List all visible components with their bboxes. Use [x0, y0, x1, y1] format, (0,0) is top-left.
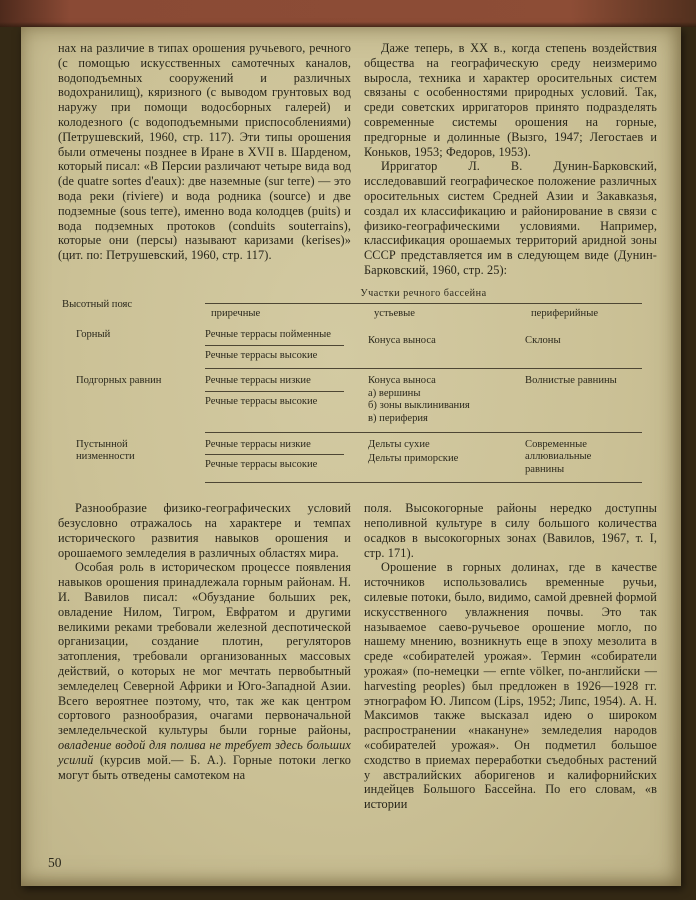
table-cell-entry: Речные террасы высокие — [205, 395, 318, 407]
table-cell-entry: в) периферия — [368, 412, 428, 424]
table-cell-entry: Конуса выноса — [368, 375, 436, 387]
table-row-label: Подгорных равнин — [76, 375, 162, 387]
table-cell-entry: Дельты сухие — [368, 438, 430, 450]
table-cell-peripheral: Склоны — [525, 334, 561, 346]
table-row-divider — [205, 368, 642, 369]
table-cell-entry: Речные террасы высокие — [205, 349, 318, 361]
table-cell-estuary: Конуса выноса — [368, 334, 436, 346]
table-row-label: Горный — [76, 328, 111, 340]
table-row-label: Пустынной низменности — [76, 438, 135, 463]
paragraph: нах на различие в типах орошения ручьевого, речного (с помощью искусственных самотечных каналов, водоподъемных сооружений и различных водохранилищ), кяризного (с выводом грунтовых вод наружу при помощи водосборных галерей) и колодезного (с водоподъемными приспособлениями) (Петрушевский, 1960, стр. 117). Эти типы орошения были отмечены позднее в Иране в XVII в. Шарденом, который писал: «В Персии различают четыре вида вод (de quatre sortes d'eaux): две наземные (sur terre) — это вода реки (riviere) и вода родника (source) и две подземные (sous terre), именно вода колодцев (puits) и вода подземных протоков (conduits souterrains), которые они (персы) называют каризами (kerises)» (цит. по: Петрушевский, 1960, стр. 117). — [58, 41, 351, 263]
table-cell-peripheral: Волнистые равнины — [525, 375, 617, 387]
cell-divider — [205, 391, 344, 392]
table-row-header: Высотный пояс — [62, 298, 133, 310]
paragraph: Разнообразие физико-географических условий безусловно отражалось на характере и темпах исторического развития навыков орошения и орошаемого земледелия в различных областях мира. — [58, 501, 351, 560]
paragraph-text: Особая роль в историческом процессе появления навыков орошения принадлежала горным районам. Н. И. Вавилов писал: «Обуздание больших рек, овладение Нилом, Тигром, Евфратом и другими великими реками требовали железной деспотической организации, создание плотин, регуляторов затопления, требовали организованных массовых действий, о которых не мог мечтать первобытный земледелец Северной Африки и Юго-Западной Азии. Всего вероятнее поэтому, что, так же как центром сортового разнообразия, очагами первоначальной земледельческой культуры были горные районы, — [58, 560, 351, 738]
table-cell-riverine — [205, 374, 368, 430]
classification-table — [62, 288, 657, 489]
page-content — [21, 27, 681, 812]
table-cell-riverine — [205, 438, 368, 482]
table-column-header: приречные — [211, 308, 261, 320]
text-column-top-left — [58, 41, 351, 278]
scanned-book-page — [21, 27, 681, 886]
text-column-top-right — [364, 41, 657, 278]
table-cell-riverine — [205, 328, 368, 367]
paragraph: Ирригатор Л. В. Дунин-Барковский, исследовавший географическое положение различных оросительных систем Средней Азии и Закавказья, создал их классификацию и районирование в связи с физико-географическими условиями. Например, классификация орошаемых территорий аридной зоны СССР представляется им в следующем виде (Дунин-Барковский, 1960, стр. 25): — [364, 159, 657, 277]
table-row-divider — [205, 482, 642, 483]
table-cell-entry: Речные террасы высокие — [205, 459, 318, 471]
table-cell-entry: б) зоны выклинивания — [368, 400, 470, 412]
paragraph: поля. Высокогорные районы нередко доступны неполивной культуре в силу большого количества осадков в высокогорных зонах (Вавилов, 1967, т. I, стр. 171). — [364, 501, 657, 560]
cell-divider — [205, 454, 344, 455]
page-number: 50 — [48, 855, 62, 870]
book-photo-top-edge — [0, 0, 696, 27]
table-cell-entry: Речные террасы пойменные — [205, 328, 331, 340]
text-column-bottom-right — [364, 501, 657, 812]
table-row-divider — [205, 432, 642, 433]
paragraph: Даже теперь, в XX в., когда степень воздействия общества на географическую среду неизмеримо выросла, техника и характер оросительных систем связаны с особенностями природных условий. Так, среди советских ирригаторов принято подразделять современные системы орошения на горные, предгорные и долинные (Вызго, 1947; Легостаев и Коньков, 1953; Федоров, 1953). — [364, 41, 657, 159]
table-cell-entry: Речные террасы низкие — [205, 375, 311, 387]
paragraph: Орошение в горных долинах, где в качестве источников использовались временные ручьи, силевые потоки, было, видимо, самой древней формой искусственного увлажнения почвы. Это так называемое саево-ручьевое орошение могло, по нашему мнению, возникнуть еще в эпоху мезолита в среде «собирателей урожая». Термин «собиратели урожая» (по-немецки — ernte völker, по-английски — harvesting peoples) был предложен в 1926—1928 гг. этнографом Ю. Липсом (Lips, 1952; Липс, 1954). А. Н. Максимов также высказал идею о широком распространении «накануне» земледелия народов «собирателей урожая». Он подметил большое сходство в приемах переработки съедобных растений у австралийских аборигенов и калифорнийских индейцев Большого Бассейна. По его словам, «в истории — [364, 560, 657, 812]
table-cell-entry: Дельты приморские — [368, 452, 459, 464]
table-cell-peripheral: Современные аллювиальные равнины — [525, 438, 592, 475]
cell-divider — [205, 345, 344, 346]
table-cell-estuary — [368, 438, 525, 482]
text-column-bottom-left — [58, 501, 351, 812]
table-cell-entry: а) вершины — [368, 387, 421, 399]
paragraph-emphasis: овладение водой для полива не требует здесь больших усилий — [58, 738, 351, 767]
paragraph — [58, 560, 351, 782]
top-text-columns — [58, 41, 657, 278]
table-cell-entry: Речные террасы низкие — [205, 438, 311, 450]
table-title: Участки речного бассейна — [205, 288, 642, 305]
table-column-header: периферийные — [531, 308, 599, 320]
bottom-text-columns — [58, 501, 657, 812]
table-cell-estuary — [368, 374, 525, 430]
paragraph-text: (курсив мой.— Б. А.). Горные потоки легко могут быть отведены самотеком на — [58, 752, 351, 782]
table-column-header: устьевые — [374, 308, 415, 320]
